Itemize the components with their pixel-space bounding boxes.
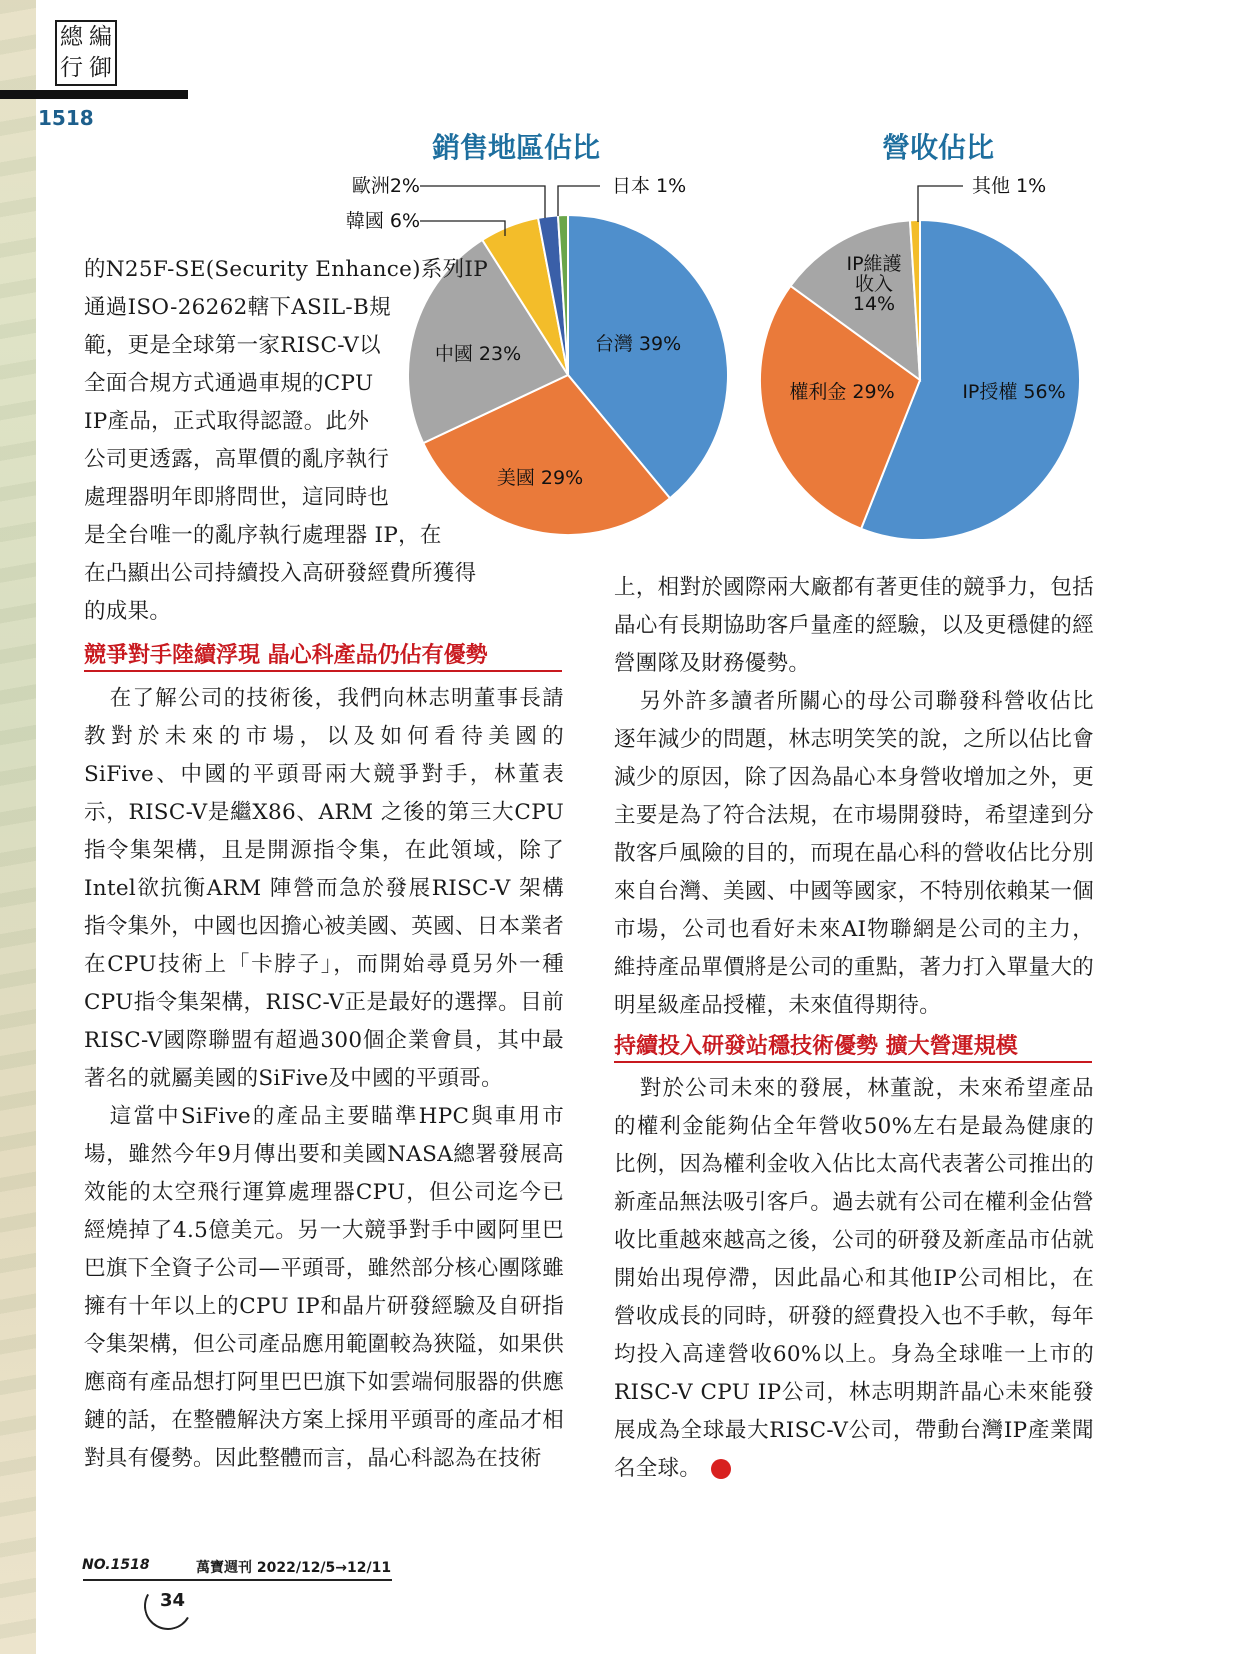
intro-line: 是全台唯一的亂序執行處理器 IP，在 <box>84 523 442 548</box>
seal-char: 總 <box>60 24 83 50</box>
slice-label: IP授權 56% <box>962 381 1066 403</box>
slice-label: 收入 <box>854 273 894 295</box>
intro-line: 公司更透露，高單價的亂序執行 <box>84 447 390 472</box>
seal-char: 編 <box>89 24 112 50</box>
intro-line: IP產品，正式取得認證。此外 <box>84 409 370 434</box>
intro-line: 通過ISO-26262轄下ASIL-B規 <box>84 295 391 320</box>
seal-char: 行 <box>60 55 83 81</box>
footer-rule <box>83 1579 392 1581</box>
leader-line <box>420 186 545 218</box>
slice-label: 歐洲2% <box>351 175 420 197</box>
slice-label: 中國 23% <box>434 343 522 365</box>
footer-issue: NO.1518 <box>82 1557 150 1573</box>
footer-publication: 萬寶週刊 2022/12/5→12/11 <box>196 1560 392 1576</box>
heading-underline <box>84 670 562 672</box>
intro-line: 全面合規方式通過車規的CPU <box>84 371 374 396</box>
slice-label: 日本 1% <box>612 175 687 197</box>
paragraph <box>614 1070 1094 1488</box>
leader-line <box>918 186 963 222</box>
slice-label: 其他 1% <box>972 175 1047 197</box>
slice-label: 美國 29% <box>496 467 584 489</box>
intro-line: 在凸顯出公司持續投入高研發經費所獲得 <box>84 561 477 586</box>
intro-line: 處理器明年即將問世，這同時也 <box>84 485 390 510</box>
paragraph-text: 對於公司未來的發展，林董說，未來希望產品的權利金能夠佔全年營收50%左右是最為健康的比例，因為權利金收入佔比太高代表著公司推出的新產品無法吸引客戶。過去就有公司在權利金佔營收比重越來越高之後，公司的研發及新產品市佔就開始出現停滯，因此晶心和其他IP公司相比，在營收成長的同時，研發的經費投入也不手軟，每年均投入高達營收60%以上。身為全球唯一上市的RISC-V CPU IP公司，林志明期許晶心未來能發展成為全球最大RISC-V公司，帶動台灣IP產業聞名全球。 <box>614 1076 1094 1481</box>
issue-number: 1518 <box>38 106 94 130</box>
section2-body <box>614 1070 1094 1488</box>
intro-line: 的N25F-SE(Security Enhance)系列IP <box>84 257 488 282</box>
slice-label: 韓國 6% <box>345 210 420 232</box>
section1-body <box>84 680 564 1478</box>
chart-title-revenue: 營收佔比 <box>882 131 995 164</box>
leader-line <box>558 186 600 216</box>
paragraph: 上，相對於國際兩大廠都有著更佳的競爭力，包括晶心有長期協助客戶量產的經驗，以及更穩健的經營團隊及財務優勢。 <box>614 575 1094 676</box>
section-heading-competitors: 競爭對手陸續浮現 晶心科產品仍佔有優勢 <box>84 643 488 668</box>
section-heading-rnd: 持續投入研發站穩技術優勢 擴大營運規模 <box>614 1034 1018 1059</box>
slice-label: IP維護 <box>846 253 902 275</box>
slice-label: 權利金 29% <box>789 381 895 403</box>
intro-line: 的成果。 <box>84 599 172 624</box>
slice-label: 台灣 39% <box>594 333 682 355</box>
heading-underline <box>614 1061 1092 1063</box>
paragraph: 在了解公司的技術後，我們向林志明董事長請教對於未來的市場，以及如何看待美國的SiFive、中國的平頭哥兩大競爭對手，林董表示，RISC-V是繼X86、ARM 之後的第三大CPU指令集架構，且是開源指令集，在此領域，除了Intel欲抗衡ARM 陣營而急於發展RISC-V 架構指令集外，中國也因擔心被美國、英國、日本業者在CPU技術上「卡脖子」，而開始尋覓另外一種CPU指令集架構，RISC-V正是最好的選擇。目前RISC-V國際聯盟有超過300個企業會員，其中最著名的就屬美國的SiFive及中國的平頭哥。 <box>84 686 564 1091</box>
intro-paragraph <box>84 251 504 631</box>
paragraph: 這當中SiFive的產品主要瞄準HPC與車用市場，雖然今年9月傳出要和美國NASA總署發展高效能的太空飛行運算處理器CPU，但公司迄今已經燒掉了4.5億美元。另一大競爭對手中國阿里巴巴旗下全資子公司—平頭哥，雖然部分核心團隊雖擁有十年以上的CPU IP和晶片研發經驗及自研指令集架構，但公司產品應用範圍較為狹隘，如果供應商有產品想打阿里巴巴旗下如雲端伺服器的供應鏈的話，在整體解決方案上採用平頭哥的產品才相對具有優勢。因此整體而言，晶心科認為在技術 <box>84 1104 564 1471</box>
paragraph: 另外許多讀者所關心的母公司聯發科營收佔比逐年減少的問題，林志明笑笑的說，之所以佔比會減少的原因，除了因為晶心本身營收增加之外，更主要是為了符合法規，在市場開發時，希望達到分散客戶風險的目的，而現在晶心科的營收佔比分別來自台灣、美國、中國等國家，不特別依賴某一個市場，公司也看好未來AI物聯網是公司的主力，維持產品單價將是公司的重點，著力打入單量大的明星級產品授權，未來值得期待。 <box>614 689 1094 1018</box>
chart-title-sales-region: 銷售地區佔比 <box>432 131 601 164</box>
intro-line: 範，更是全球第一家RISC-V以 <box>84 333 381 358</box>
page-number: 34 <box>160 1590 186 1611</box>
right-column-body <box>614 569 1094 1025</box>
seal-char: 御 <box>89 55 112 81</box>
end-mark-icon: 財 <box>711 1459 731 1479</box>
slice-label: 14% <box>852 293 896 315</box>
